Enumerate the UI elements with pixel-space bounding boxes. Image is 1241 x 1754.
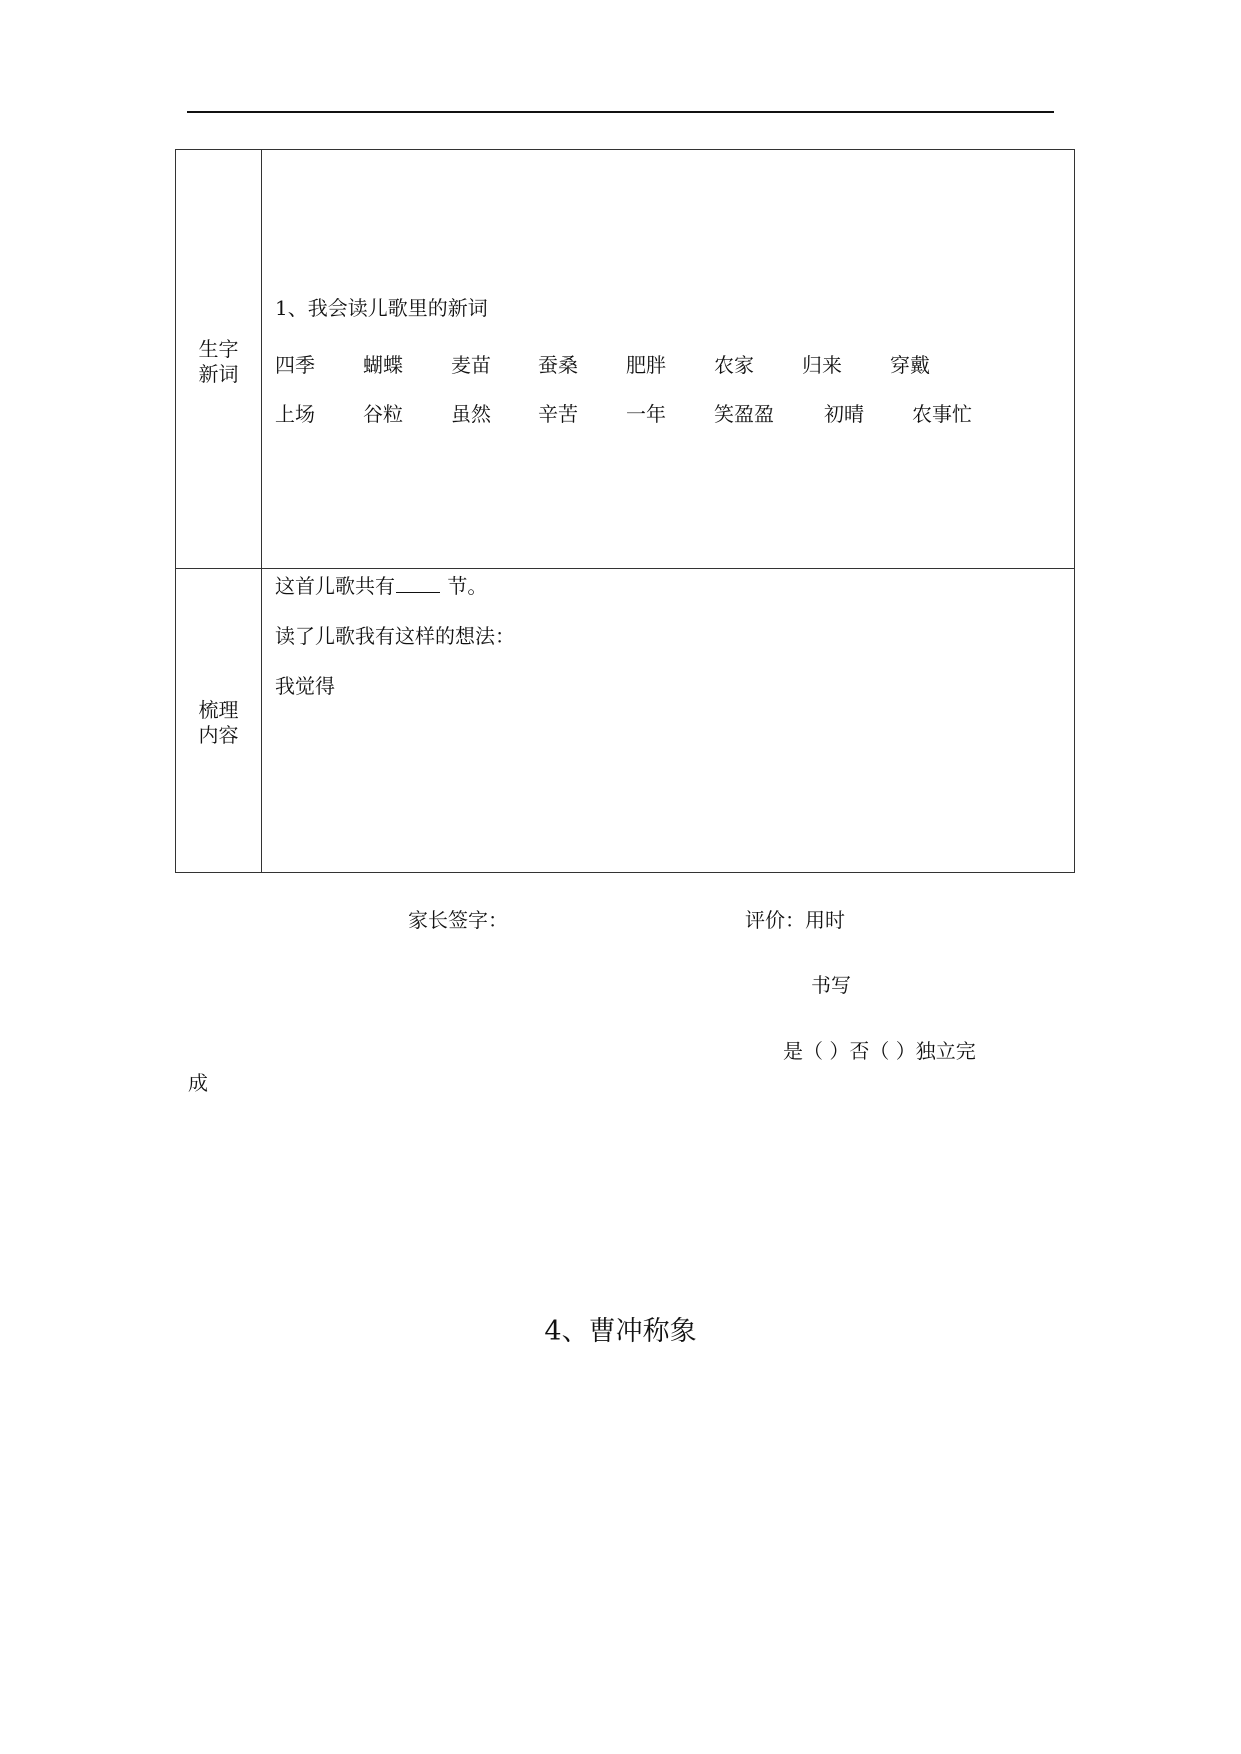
row-divider (176, 568, 1074, 569)
thoughts-prompt: 读了儿歌我有这样的想法： (275, 624, 515, 648)
row-label-line: 梳理 (198, 698, 239, 722)
lesson-title: 4、曹冲称象 (544, 1316, 697, 1347)
word: 农事忙 (912, 402, 972, 426)
row-label-content (176, 698, 261, 748)
stanza-count-question (275, 574, 487, 598)
word: 初晴 (824, 402, 864, 426)
i-think-prompt: 我觉得 (275, 674, 335, 698)
row-label-line: 新词 (198, 362, 239, 386)
word: 农家 (714, 353, 754, 377)
row-label-line: 内容 (198, 723, 239, 747)
word: 穿戴 (890, 353, 930, 377)
worksheet-table (175, 149, 1075, 873)
word: 虽然 (451, 402, 491, 426)
word: 蝴蝶 (363, 353, 403, 377)
word: 笑盈盈 (714, 402, 774, 426)
word: 蚕桑 (538, 353, 578, 377)
column-divider (261, 150, 262, 872)
row-label-new-words (176, 337, 261, 387)
word: 一年 (626, 402, 666, 426)
word: 辛苦 (538, 402, 578, 426)
word: 归来 (802, 353, 842, 377)
question-text: 节。 (441, 574, 488, 598)
header-rule (187, 111, 1054, 113)
word: 麦苗 (451, 353, 491, 377)
row-label-line: 生字 (198, 337, 239, 361)
word: 谷粒 (363, 402, 403, 426)
word: 上场 (275, 402, 315, 426)
independent-completion-wrap: 成 (188, 1071, 208, 1095)
evaluation-time-label: 评价：用时 (745, 908, 845, 932)
writing-label: 书写 (811, 973, 851, 997)
question-text: 这首儿歌共有 (275, 574, 395, 598)
parent-signature-label: 家长签字： (408, 908, 508, 932)
instruction-text: 1、我会读儿歌里的新词 (275, 296, 488, 320)
independent-completion-label: 是（ ）否（ ）独立完 (783, 1039, 976, 1063)
stanza-count-blank[interactable] (396, 574, 440, 593)
word: 四季 (275, 353, 315, 377)
word: 肥胖 (626, 353, 666, 377)
